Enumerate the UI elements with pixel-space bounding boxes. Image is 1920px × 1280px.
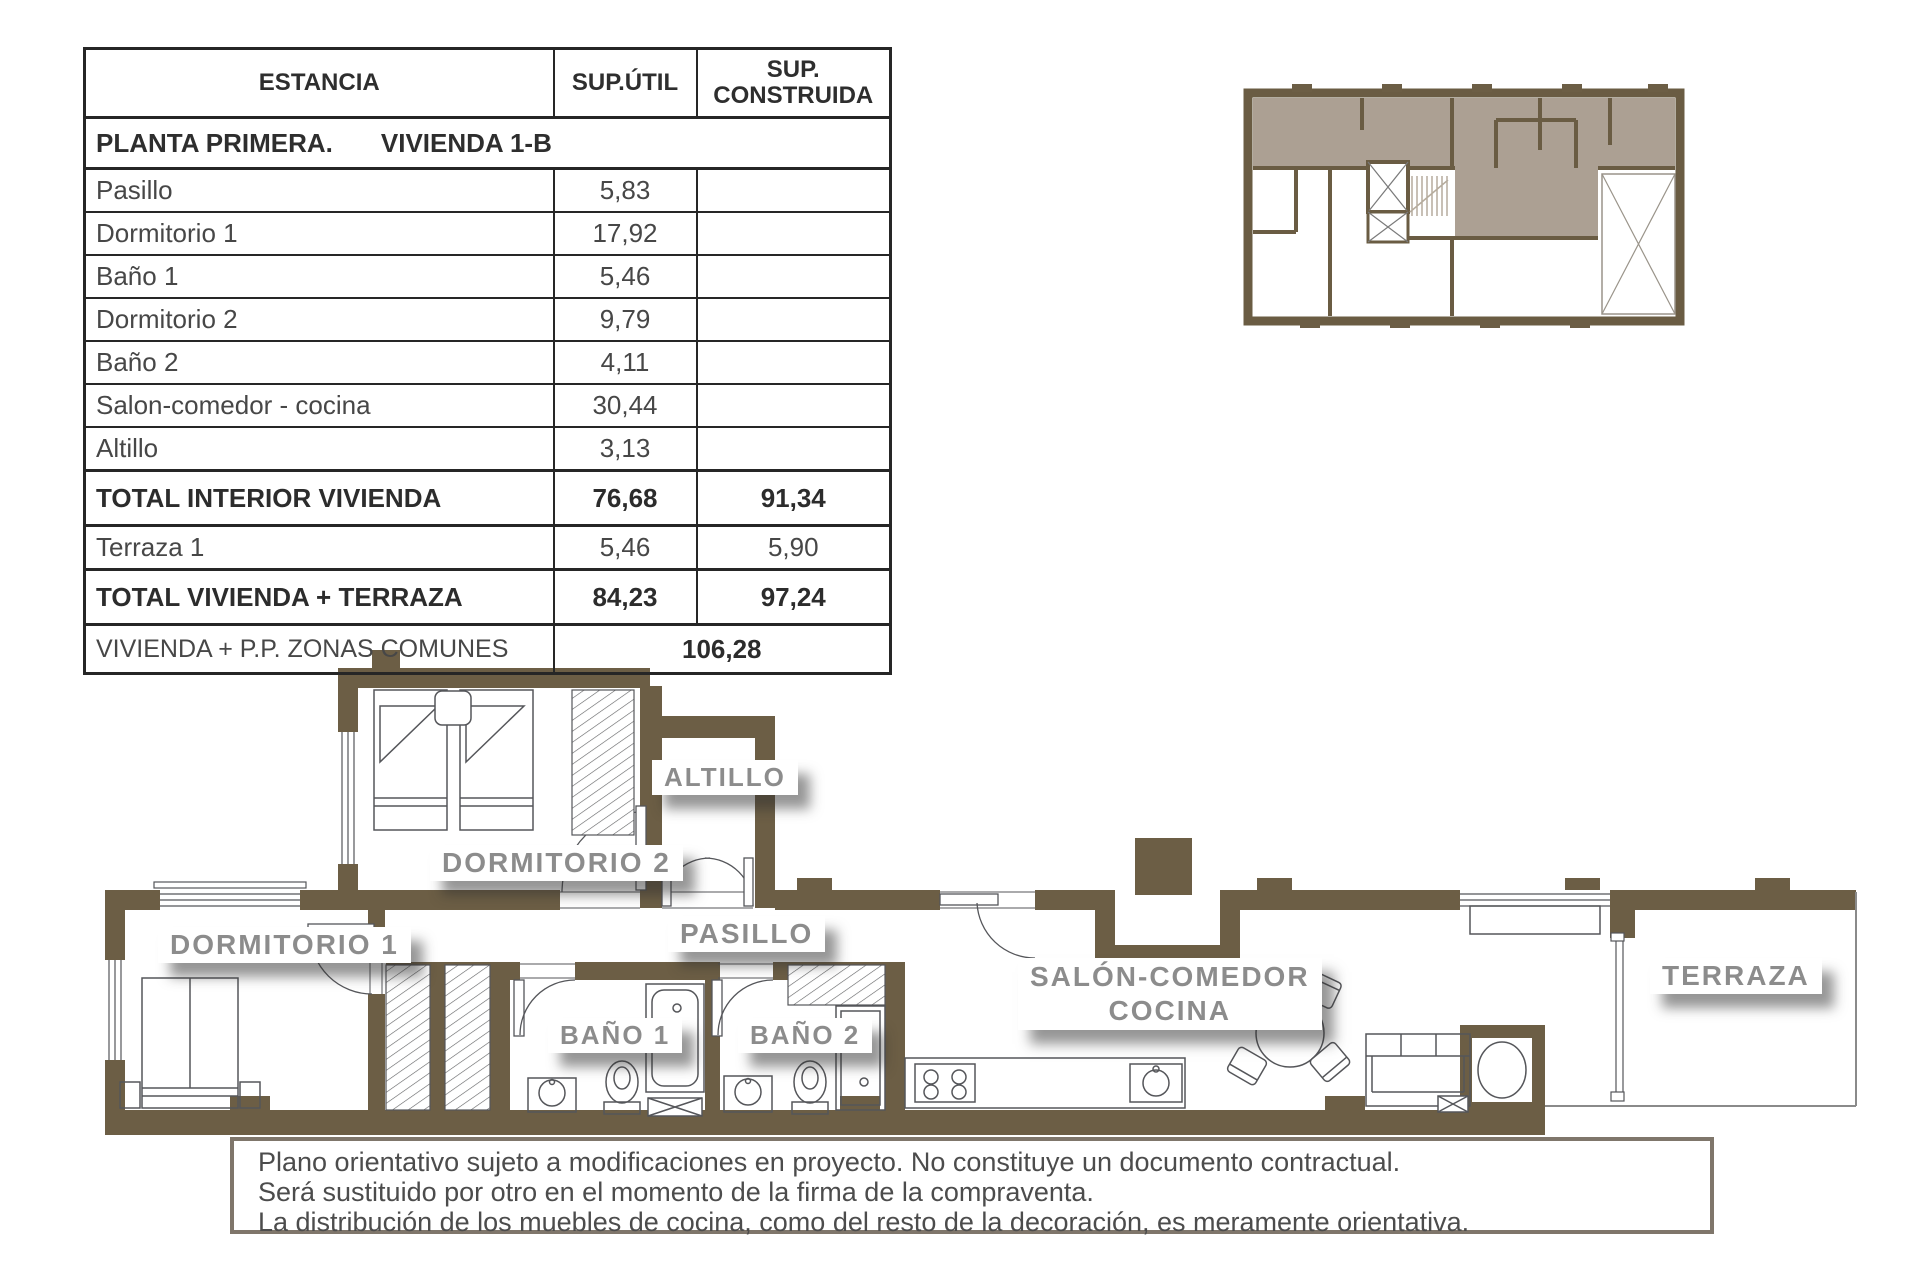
row-util: 4,11 bbox=[554, 341, 697, 384]
room-label-dormitorio-2: DORMITORIO 2 bbox=[430, 845, 683, 881]
row-construida bbox=[697, 169, 891, 213]
row-construida bbox=[697, 341, 891, 384]
row-label: Dormitorio 1 bbox=[85, 212, 554, 255]
row-util: 17,92 bbox=[554, 212, 697, 255]
total-vivienda-row: TOTAL VIVIENDA + TERRAZA 84,23 97,24 bbox=[85, 570, 891, 625]
row-construida bbox=[697, 255, 891, 298]
row-util: 30,44 bbox=[554, 384, 697, 427]
table-row bbox=[85, 341, 891, 384]
room-label-bano-1: BAÑO 1 bbox=[548, 1018, 682, 1053]
row-util: 5,46 bbox=[554, 255, 697, 298]
disclaimer-line-3: La distribución de los muebles de cocina, como del resto de la decoración, es meramente orientativa. bbox=[258, 1207, 1470, 1237]
room-label-bano-2: BAÑO 2 bbox=[738, 1018, 872, 1053]
table-row bbox=[85, 427, 891, 471]
disclaimer-line-2: Será sustituido por otro en el momento de la firma de la compraventa. bbox=[258, 1177, 1094, 1207]
row-construida bbox=[697, 384, 891, 427]
row-label: Dormitorio 2 bbox=[85, 298, 554, 341]
terrace-boundary bbox=[1545, 892, 1856, 1106]
row-label: Pasillo bbox=[85, 169, 554, 213]
room-label-pasillo: PASILLO bbox=[668, 916, 825, 952]
room-label-dormitorio-1: DORMITORIO 1 bbox=[158, 927, 411, 963]
table-header-row bbox=[85, 49, 891, 118]
area-table bbox=[83, 47, 892, 675]
disclaimer-line-1: Plano orientativo sujeto a modificaciones en proyecto. No constituye un documento contractual. bbox=[258, 1147, 1401, 1177]
zonas-comunes-row: VIVIENDA + P.P. ZONAS COMUNES 106,28 bbox=[85, 625, 891, 674]
salon-label-line-2: COCINA bbox=[1108, 995, 1231, 1026]
key-plan bbox=[1248, 84, 1680, 328]
row-label: Altillo bbox=[85, 427, 554, 471]
row-label: Baño 2 bbox=[85, 341, 554, 384]
row-util: 9,79 bbox=[554, 298, 697, 341]
row-construida bbox=[697, 212, 891, 255]
row-util: 3,13 bbox=[554, 427, 697, 471]
room-label-salon-comedor-cocina bbox=[1018, 958, 1322, 1030]
table-row bbox=[85, 255, 891, 298]
col-header-sup-construida: SUP. CONSTRUIDA bbox=[697, 49, 891, 118]
section-subtitle: VIVIENDA 1-B bbox=[380, 127, 552, 158]
disclaimer-box bbox=[230, 1137, 1714, 1237]
table-row bbox=[85, 384, 891, 427]
room-label-altillo: ALTILLO bbox=[652, 760, 798, 795]
row-construida bbox=[697, 298, 891, 341]
col-header-sup-util: SUP.ÚTIL bbox=[554, 49, 697, 118]
salon-label-line-1: SALÓN-COMEDOR bbox=[1030, 961, 1310, 992]
table-row bbox=[85, 298, 891, 341]
main-floor-plan bbox=[105, 650, 1856, 1135]
section-title: PLANTA PRIMERA. bbox=[96, 127, 333, 158]
section-row bbox=[85, 118, 891, 169]
terraza-row: Terraza 1 5,46 5,90 bbox=[85, 526, 891, 570]
room-label-terraza: TERRAZA bbox=[1650, 958, 1822, 994]
row-label: Salon-comedor - cocina bbox=[85, 384, 554, 427]
table-row bbox=[85, 169, 891, 213]
row-label: Baño 1 bbox=[85, 255, 554, 298]
row-util: 5,83 bbox=[554, 169, 697, 213]
table-row bbox=[85, 212, 891, 255]
row-construida bbox=[697, 427, 891, 471]
col-header-estancia: ESTANCIA bbox=[85, 49, 554, 118]
total-interior-row: TOTAL INTERIOR VIVIENDA 76,68 91,34 bbox=[85, 471, 891, 526]
